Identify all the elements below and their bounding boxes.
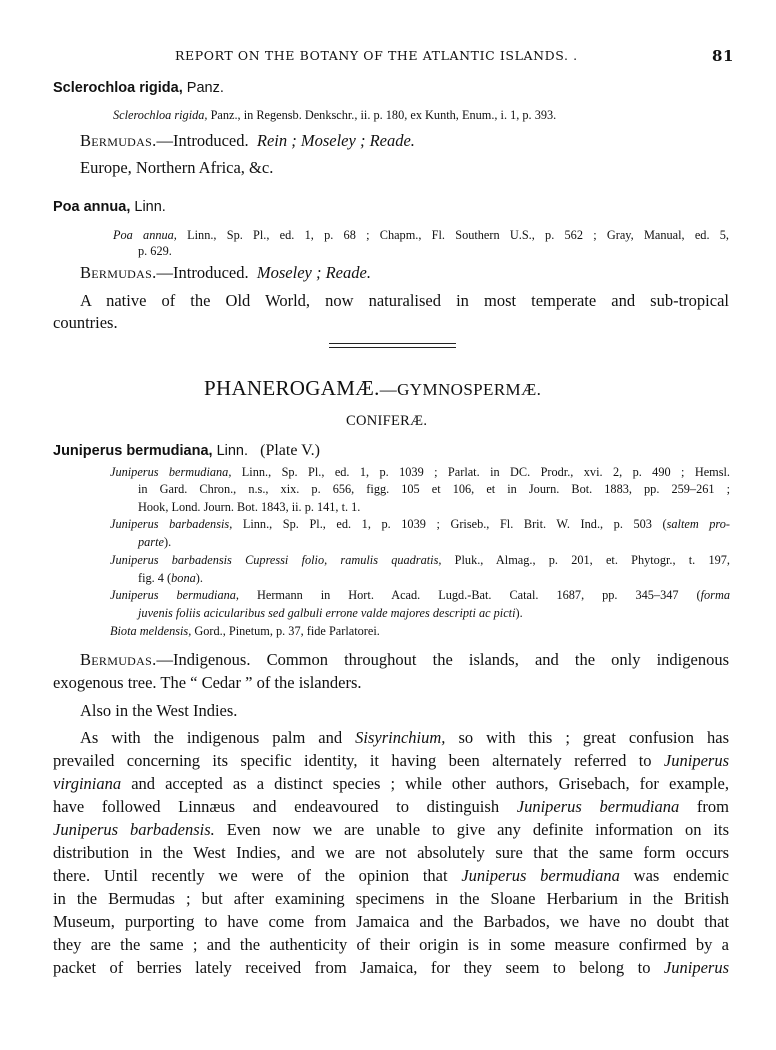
note-line: countries.	[53, 313, 118, 332]
citation-cont: juvenis foliis acicularibus sed galbuli errone valde majores descripti ac picti).	[138, 606, 523, 620]
header-title: REPORT ON THE BOTANY OF THE ATLANTIC ISLANDS. .	[175, 48, 578, 63]
note-line: A native of the Old World, now naturalised in most temperate and sub-tropical	[80, 291, 729, 310]
citation-cont: in Gard. Chron., n.s., xix. p. 656, figg. 105 et 106, et in Journ. Bot. 1883, pp. 259–261 ;	[138, 482, 730, 496]
paragraph-line: in the Bermudas ; but after examining specimens in the Sloane Herbarium in the British	[53, 889, 729, 908]
section-heading: PHANEROGAMÆ.—GYMNOSPERMÆ.	[204, 376, 542, 400]
citation: Juniperus bermudiana, Linn., Sp. Pl., ed. 1, p. 1039 ; Parlat. in DC. Prodr., xvi. 2, p. 490 ; Hemsl.	[110, 465, 731, 479]
paragraph-line: Museum, purporting to have come from Jamaica and the Barbados, we have no doubt that	[53, 912, 729, 931]
divider-rule	[329, 347, 456, 348]
citation: Poa annua, Linn., Sp. Pl., ed. 1, p. 68 ; Chapm., Fl. Southern U.S., p. 562 ; Gray, Manual, ed. 5,	[113, 228, 729, 242]
species-heading: Sclerochloa rigida, Panz.	[53, 80, 224, 96]
citation: Biota meldensis, Gord., Pinetum, p. 37, fide Parlatorei.	[110, 624, 380, 638]
divider-rule	[329, 343, 456, 344]
citation-cont: parte).	[138, 535, 172, 549]
citation-cont: p. 629.	[138, 244, 172, 258]
citation-cont: fig. 4 (bona).	[138, 571, 203, 585]
locality-line: Bermudas.—Introduced. Rein ; Moseley ; Reade.	[80, 131, 415, 150]
paragraph-line: they are the same ; and the authenticity of their origin is in some measure confirmed by a	[53, 935, 729, 954]
locality-line: Bermudas.—Indigenous. Common throughout the islands, and the only indigenous	[80, 650, 729, 669]
citation: Juniperus barbadensis Cupressi folio, ramulis quadratis, Pluk., Almag., p. 201, et. Phytogr., t. 197,	[110, 553, 730, 567]
citation-cont: Hook, Lond. Journ. Bot. 1843, ii. p. 141, t. 1.	[138, 500, 361, 514]
citation: Juniperus barbadensis, Linn., Sp. Pl., ed. 1, p. 1039 ; Griseb., Fl. Brit. W. Ind., p. 503 (saltem pro-	[110, 517, 730, 531]
paragraph-line: virginiana and accepted as a distinct species ; while other authors, Grisebach, for example,	[53, 774, 729, 793]
locality-line: Bermudas.—Introduced. Moseley ; Reade.	[80, 263, 371, 282]
paragraph-line: prevailed concerning its specific identity, it having been alternately referred to Juniperus	[53, 751, 729, 770]
distribution-line: Europe, Northern Africa, &c.	[80, 158, 274, 177]
locality-cont: exogenous tree. The “ Cedar ” of the islanders.	[53, 673, 362, 692]
distribution-line: Also in the West Indies.	[80, 701, 238, 720]
citation: Juniperus bermudiana, Hermann in Hort. Acad. Lugd.-Bat. Catal. 1687, pp. 345–347 (forma	[110, 588, 730, 602]
paragraph-line: Juniperus barbadensis. Even now we are unable to give any definite information on its	[53, 820, 729, 839]
paragraph-line: As with the indigenous palm and Sisyrinchium, so with this ; great confusion has	[80, 728, 729, 747]
paragraph-line: distribution in the West Indies, and we are not absolutely sure that the same form occurs	[53, 843, 729, 862]
species-heading: Poa annua, Linn.	[53, 199, 166, 215]
paragraph-line: there. Until recently we were of the opinion that Juniperus bermudiana was endemic	[53, 866, 729, 885]
family-heading: CONIFERÆ.	[346, 413, 428, 429]
paragraph-line: have followed Linnæus and endeavoured to distinguish Juniperus bermudiana from	[53, 797, 729, 816]
citation: Sclerochloa rigida, Panz., in Regensb. Denkschr., ii. p. 180, ex Kunth, Enum., i. 1, p. 393.	[113, 108, 557, 122]
page-number: 81	[712, 47, 735, 65]
species-heading: Juniperus bermudiana, Linn. (Plate V.)	[53, 442, 320, 459]
paragraph-line: packet of berries lately received from Jamaica, for they seem to belong to Juniperus	[53, 958, 729, 977]
